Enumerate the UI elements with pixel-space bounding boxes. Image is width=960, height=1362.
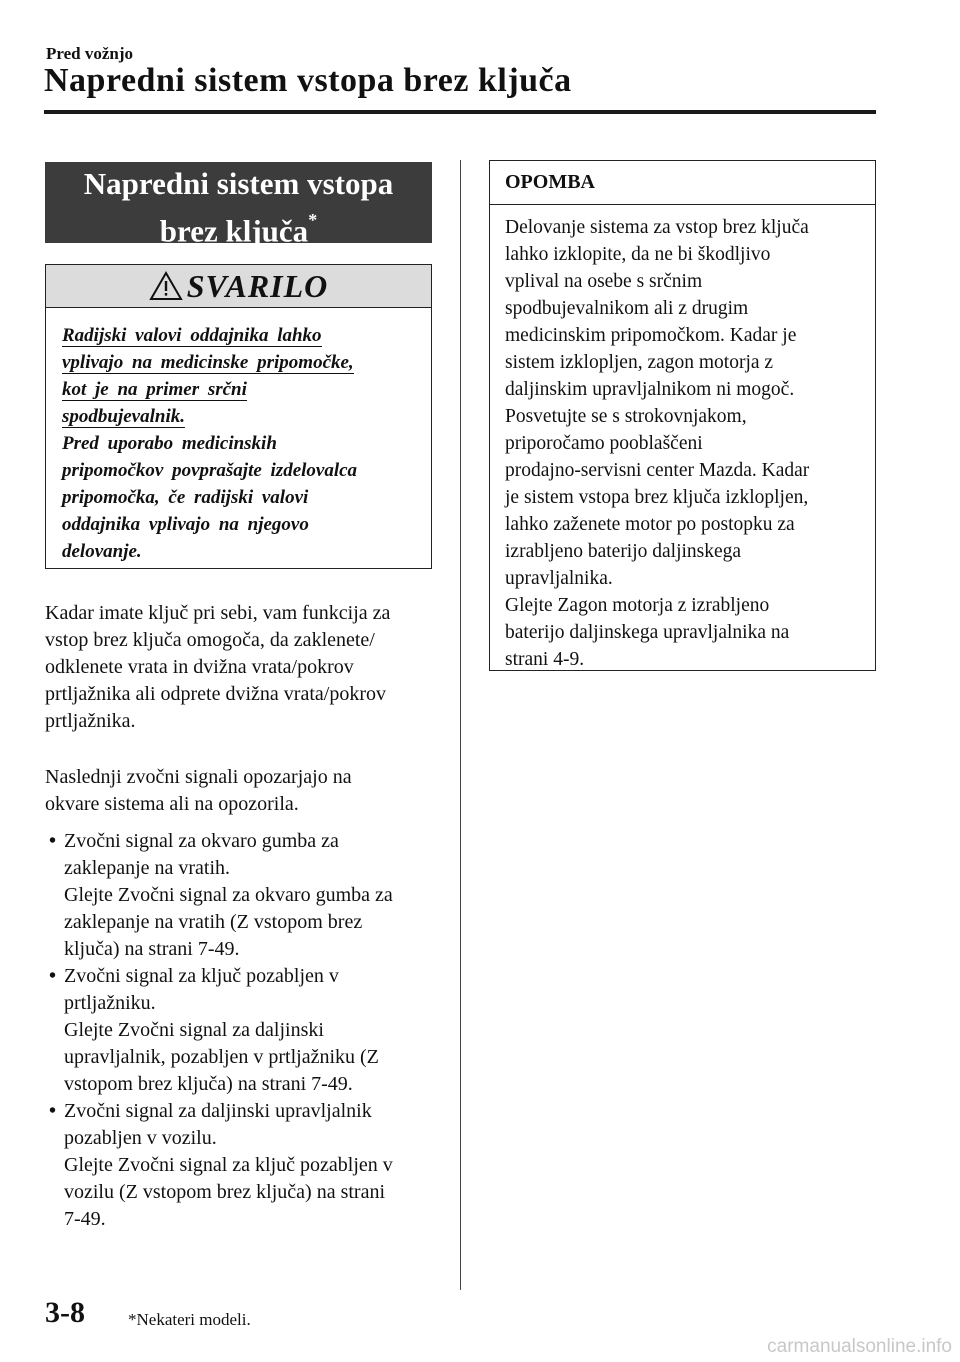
list-item-line: Zvočni signal za daljinski upravljalnik	[64, 1100, 372, 1122]
warning-line: spodbujevalnik.	[62, 406, 185, 427]
note-title: OPOMBA	[490, 161, 875, 205]
bullet-marker: •	[49, 1100, 57, 1122]
warning-line: pripomočka, če radijski valovi	[62, 487, 309, 508]
list-item-line: upravljalnik, pozabljen v prtljažniku (Z	[64, 1046, 379, 1068]
list-item-line: ključa) na strani 7-49.	[64, 938, 240, 960]
list-item-line: prtljažniku.	[64, 992, 156, 1014]
bullet-marker: •	[49, 965, 57, 987]
list-item-line: vozilu (Z vstopom brez ključa) na strani	[64, 1181, 386, 1203]
warning-text	[46, 308, 431, 565]
intro-paragraph	[45, 600, 445, 735]
note-box	[489, 160, 876, 671]
signal-list	[45, 828, 445, 1233]
warning-line: oddajnika vplivajo na njegovo	[62, 514, 309, 535]
list-item-line: vstopom brez ključa) na strani 7-49.	[64, 1073, 353, 1095]
note-line: daljinskim upravljalnikom ni mogoč.	[505, 379, 795, 400]
list-item-line: Glejte Zvočni signal za ključ pozabljen v	[64, 1154, 393, 1176]
list-item-line: zaklepanje na vratih.	[64, 857, 231, 879]
warning-line: kot je na primer srčni	[62, 379, 247, 400]
list-item	[45, 963, 445, 1098]
section-label: Pred vožnjo	[46, 44, 134, 63]
note-line: Glejte Zagon motorja z izrabljeno	[505, 595, 770, 616]
page-title: Napredni sistem vstopa brez ključa	[44, 62, 572, 99]
note-line: je sistem vstopa brez ključa izklopljen,	[505, 487, 809, 508]
column-divider	[460, 160, 461, 1290]
note-text	[490, 205, 875, 673]
intro-line: Kadar imate ključ pri sebi, vam funkcija za	[45, 602, 391, 624]
intro-line: prtljažnika.	[45, 710, 136, 732]
intro-line: odklenete vrata in dvižna vrata/pokrov	[45, 656, 354, 678]
signals-line: okvare sistema ali na opozorila.	[45, 793, 299, 815]
warning-triangle-icon	[149, 271, 183, 301]
note-line: lahko izklopite, da ne bi škodljivo	[505, 244, 771, 265]
note-line: Delovanje sistema za vstop brez ključa	[505, 217, 809, 238]
note-line: lahko zaženete motor po postopku za	[505, 514, 795, 535]
footnote: *Nekateri modeli.	[128, 1310, 251, 1329]
warning-title: SVARILO	[186, 267, 329, 304]
note-line: Posvetujte se s strokovnjakom,	[505, 406, 747, 427]
note-line: priporočamo pooblaščeni	[505, 433, 703, 454]
watermark: carmanualsonline.info	[767, 1336, 952, 1357]
footnote-mark: *	[308, 210, 318, 230]
note-line: vplival na osebe s srčnim	[505, 271, 703, 292]
signals-paragraph	[45, 764, 445, 818]
warning-line: Radijski valovi oddajnika lahko	[62, 325, 322, 346]
list-item	[45, 1098, 445, 1233]
list-item-line: Zvočni signal za ključ pozabljen v	[64, 965, 339, 987]
note-line: baterijo daljinskega upravljalnika na	[505, 622, 790, 643]
section-heading-line1: Napredni sistem vstopa	[83, 166, 394, 201]
section-heading	[45, 162, 432, 249]
note-line: prodajno-servisni center Mazda. Kadar	[505, 460, 810, 481]
page-number: 3-8	[45, 1296, 85, 1329]
warning-line: Pred uporabo medicinskih	[62, 433, 277, 454]
note-line: medicinskim pripomočkom. Kadar je	[505, 325, 797, 346]
section-heading-line2: brez ključa*	[159, 210, 318, 249]
intro-line: prtljažnika ali odprete dvižna vrata/pokrov	[45, 683, 386, 705]
list-item-line: Glejte Zvočni signal za daljinski	[64, 1019, 324, 1041]
warning-box	[45, 264, 432, 569]
list-item-line: Zvočni signal za okvaro gumba za	[64, 830, 339, 852]
list-item	[45, 828, 445, 963]
note-line: spodbujevalnikom ali z drugim	[505, 298, 749, 319]
warning-line: pripomočkov povprašajte izdelovalca	[62, 460, 358, 481]
note-line: izrabljeno baterijo daljinskega	[505, 541, 742, 562]
note-line: sistem izklopljen, zagon motorja z	[505, 352, 774, 373]
signals-line: Naslednji zvočni signali opozarjajo na	[45, 766, 352, 788]
bullet-marker: •	[49, 830, 57, 852]
warning-header	[46, 265, 431, 308]
note-line: strani 4-9.	[505, 649, 585, 670]
list-item-line: zaklepanje na vratih (Z vstopom brez	[64, 911, 363, 933]
warning-line: vplivajo na medicinske pripomočke,	[62, 352, 354, 373]
note-line: upravljalnika.	[505, 568, 613, 589]
warning-line: delovanje.	[62, 541, 142, 562]
title-rule	[44, 110, 876, 114]
list-item-line: pozabljen v vozilu.	[64, 1127, 217, 1149]
list-item-line: Glejte Zvočni signal za okvaro gumba za	[64, 884, 393, 906]
list-item-line: 7-49.	[64, 1208, 106, 1230]
intro-line: vstop brez ključa omogoča, da zaklenete/	[45, 629, 375, 651]
